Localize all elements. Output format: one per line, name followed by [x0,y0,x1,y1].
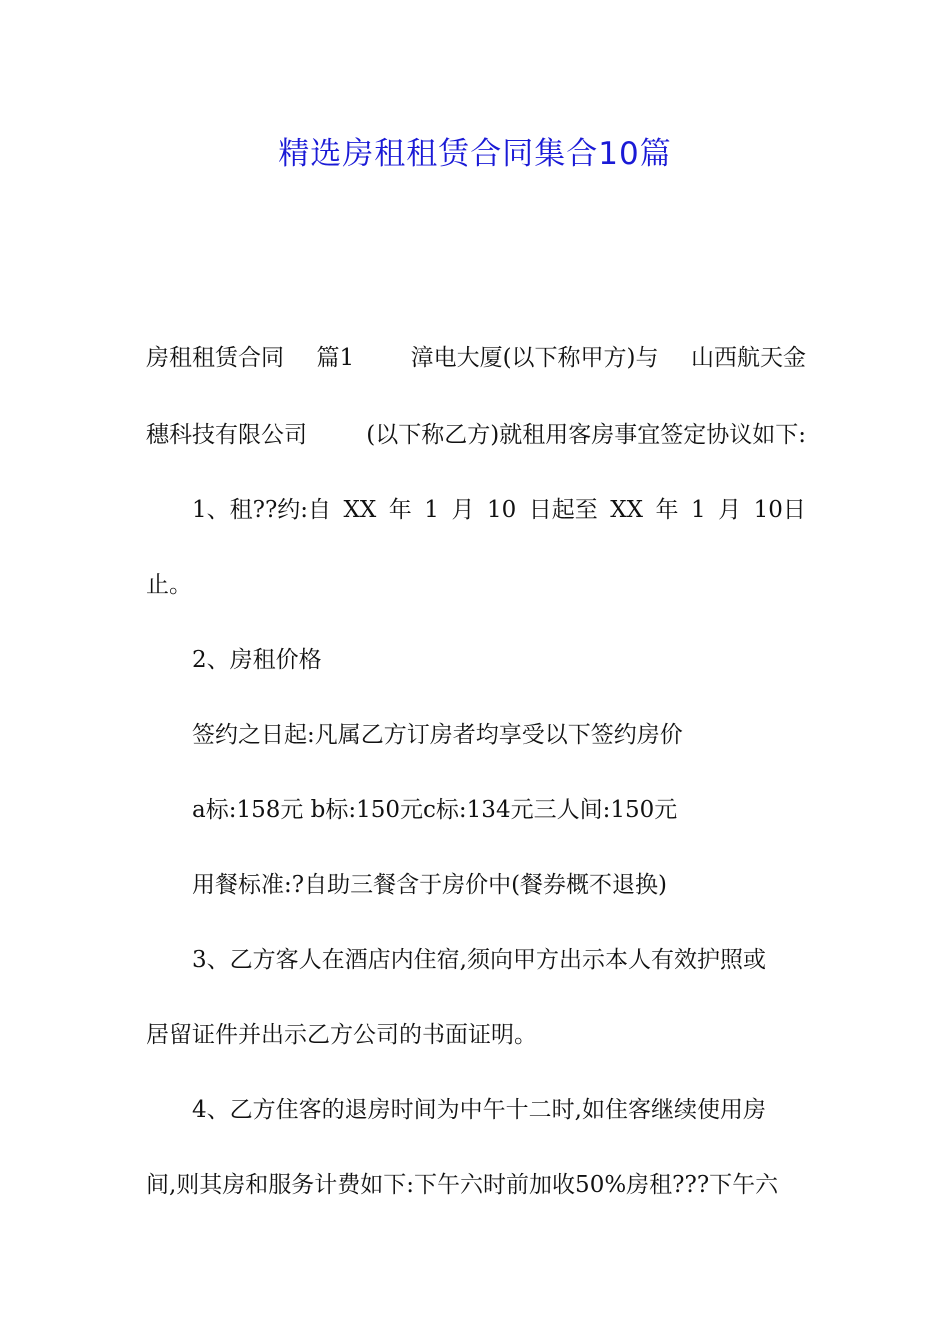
text-segment: 1 [424,497,439,523]
paragraph-line-1 [146,343,806,373]
text-segment: XX [610,497,643,523]
text-segment: 10日 [753,497,806,523]
paragraph-line-2 [146,420,806,450]
section-heading-price: 2、房租价格 [192,647,322,673]
text-segment: 漳电大厦(以下称甲方)与 [410,345,659,371]
text-segment: 1、租??约:自 [192,497,332,523]
room-rate-line: a标:158元 b标:150元c标:134元三人间:150元 [192,797,678,823]
paragraph-line-4: 止。 [146,572,192,598]
paragraph-line-3 [192,495,806,525]
text-segment: 穗科技有限公司 [146,422,307,448]
paragraph-line-11: 4、乙方住客的退房时间为中午十二时,如住客继续使用房 [192,1097,766,1123]
text-segment: 篇1 [316,345,355,371]
document-title: 精选房租租赁合同集合10篇 [278,136,672,172]
text-segment: 山西航天金 [691,345,806,371]
paragraph-line-9: 3、乙方客人在酒店内住宿,须向甲方出示本人有效护照或 [192,947,766,973]
paragraph-line-12: 间,则其房和服务计费如下:下午六时前加收50%房租???下午六 [146,1172,779,1198]
text-segment: 10 [486,497,517,523]
text-segment: 房租租赁合同 [146,345,284,371]
text-segment: 月 [718,497,742,523]
text-segment: 1 [690,497,706,523]
text-segment: 年 [388,497,412,523]
paragraph-line-6: 签约之日起:凡属乙方订房者均享受以下签约房价 [192,722,683,748]
text-segment: XX [343,497,377,523]
paragraph-line-10: 居留证件并出示乙方公司的书面证明。 [146,1022,537,1048]
text-segment: 月 [451,497,475,523]
text-segment: 年 [655,497,679,523]
text-segment: (以下称乙方)就租用客房事宜签定协议如下: [366,422,806,448]
text-segment: 日起至 [528,497,598,523]
meal-standard-line: 用餐标准:?自助三餐含于房价中(餐券概不退换) [192,872,668,898]
